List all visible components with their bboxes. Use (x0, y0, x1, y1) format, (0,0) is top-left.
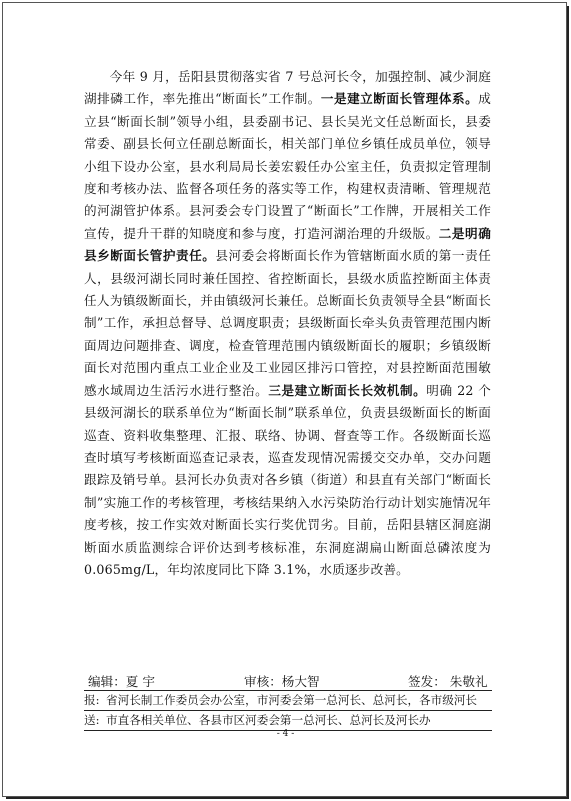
section-text-2: 县河委会将断面长作为管辖断面水质的第一责任人，县级河湖长同时兼任国控、省控断面长，县级水质监控断面主体责任人为镇级断面长，并由镇级河长兼任。总断面长负责领导全县“断面长制”工作，承担总督导、总调度职责；县级断面长牵头负责管理范围内断面周边问题排查、调度，检查管理范围内镇级断面长的履职；乡镇级断面长对范围内重点工业企业及工业园区排污口管控，对县控断面范围敏感水域周边生活污水进行整治。 (84, 248, 492, 398)
section-text-3: 明确 22 个县级河湖长的联系单位为“断面长制”联系单位，负责县级断面长的断面巡查、资料收集整理、汇报、联络、协调、督查等工作。各级断面长巡查时填写考核断面巡查记录表，巡查发现情况需援交交办单，交办问题跟踪及销号单。县河长办负责对各乡镇（街道）和县直有关部门“断面长制”实施工作的考核管理，考核结果纳入水污染防治行动计划实施情况年度考核，按工作实效对断面长实行奖优罚劣。目前，岳阳县辖区洞庭湖断面水质监测综合评价达到考核标准，东洞庭湖扁山断面总磷浓度为 0.065mg/L，年均浓度同比下降 3.1%，水质逐步改善。 (84, 382, 491, 577)
article-paragraph (84, 66, 491, 581)
article-body (84, 66, 491, 581)
issuer-label: 签发： 朱敬礼 (408, 674, 488, 689)
send-to-line (84, 713, 492, 728)
editor-label: 编辑：夏 宇 (88, 674, 155, 689)
reviewer-label: 审核：杨大智 (244, 674, 320, 689)
section-heading-1: 一是建立断面长管理体系。 (320, 91, 479, 107)
page-number: - 4 - (276, 729, 295, 739)
report-to-line (84, 693, 492, 708)
section-heading-2: 二是明确县乡断面长管护责任。 (84, 225, 491, 264)
section-text-1: 成立县“断面长制”领导小组，县委副书记、县长吴光文任总断面长，县委常委、副县长何立任副总断面长，相关部门单位乡镇任成员单位，领导小组下设办公室，县水利局局长姜宏毅任办公室主任，负责拟定管理制度和考核办法、监督各项任务的落实等工作，构建权责清晰、管理规范的河湖管护体系。县河委会专门设置了“断面长”工作牌，开展相关工作宣传，提升干群的知晓度和参与度，打造河湖治理的升级版。 (84, 91, 491, 241)
send-recipients: 市直各相关单位、各县市区河委会第一总河长、总河长及河长办 (106, 713, 431, 727)
intro-text: 今年 9 月，岳阳县贯彻落实省 7 号总河长令，加强控制、减少洞庭湖排磷工作，率先推出“断面长”工作制。 (84, 69, 491, 107)
send-label: 送: (84, 713, 100, 727)
signoff-line (84, 671, 491, 691)
divider-middle (84, 710, 492, 711)
report-label: 报: (84, 693, 100, 707)
report-recipients: 省河长制工作委员会办公室，市河委会第一总河长、总河长，各市级河长 (106, 693, 478, 707)
section-heading-3: 三是建立断面长长效机制。 (268, 382, 427, 398)
divider-top (84, 690, 492, 691)
